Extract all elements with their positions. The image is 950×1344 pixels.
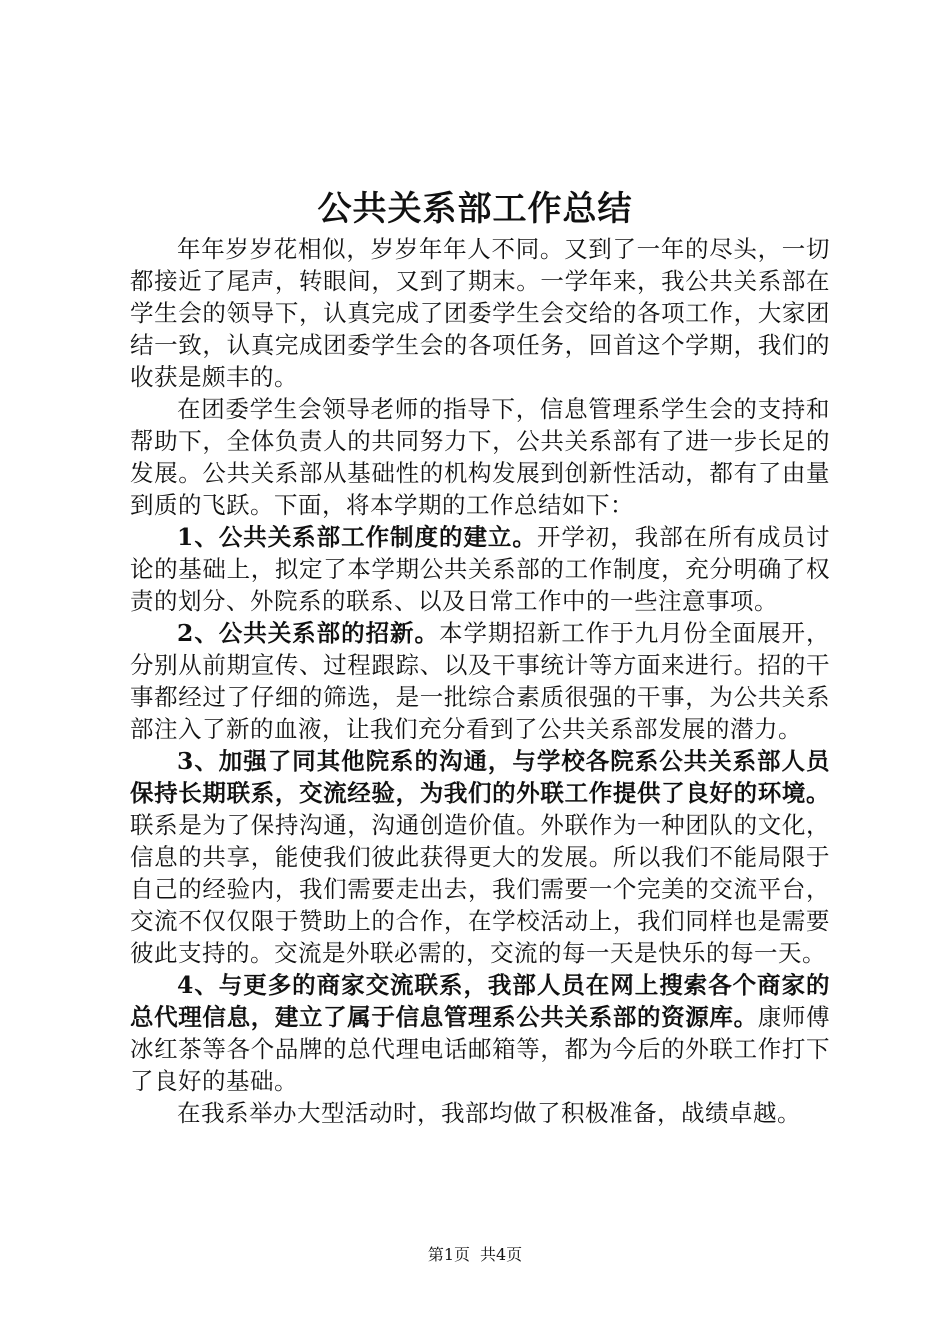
paragraph-text: 康师傅冰红茶等各个品牌的总代理电话邮箱等，都为今后的外联工作打下了良好的基础。: [130, 1003, 831, 1095]
paragraph-text: 联系是为了保持沟通，沟通创造价值。外联作为一种团队的文化，信息的共享，能使我们彼此获得更大的发展。所以我们不能局限于自己的经验内，我们需要走出去，我们需要一个完美的交流平台，交流不仅仅限于赞助上的合作，在学校活动上，我们同样也是需要彼此支持的。交流是外联必需的，交流的每一天是快乐的每一天。: [130, 811, 830, 967]
paragraph-item-4: [130, 969, 830, 1097]
paragraph-text: 开学初，我部在所有成员讨论的基础上，拟定了本学期公共关系部的工作制度，充分明确了权责的划分、外院系的联系、以及日常工作中的一些注意事项。: [130, 523, 830, 615]
paragraph-text: 在我系举办大型活动时，我部均做了积极准备，战绩卓越。: [177, 1099, 801, 1127]
page-total: 共4页: [480, 1245, 523, 1264]
page-footer: [0, 1244, 950, 1266]
paragraph-text: 年年岁岁花相似，岁岁年年人不同。又到了一年的尽头，一切都接近了尾声，转眼间，又到了期末。一学年来，我公共关系部在学生会的领导下，认真完成了团委学生会交给的各项工作，大家团结一致，认真完成团委学生会的各项任务，回首这个学期，我们的收获是颇丰的。: [130, 235, 830, 391]
paragraph-closing: [130, 1097, 830, 1129]
paragraph-heading: 3、加强了同其他院系的沟通，与学校各院系公共关系部人员保持长期联系，交流经验，为我们的外联工作提供了良好的环境。: [130, 747, 830, 807]
paragraph-item-3: [130, 745, 830, 969]
paragraph-text: 本学期招新工作于九月份全面展开，分别从前期宣传、过程跟踪、以及干事统计等方面来进行。招的干事都经过了仔细的筛选，是一批综合素质很强的干事，为公共关系部注入了新的血液，让我们充分看到了公共关系部发展的潜力。: [130, 619, 831, 743]
paragraph-heading: 1、公共关系部工作制度的建立。: [177, 523, 537, 551]
paragraph-intro: [130, 233, 830, 393]
paragraph-heading: 4、与更多的商家交流联系，我部人员在网上搜索各个商家的总代理信息，建立了属于信息管理系公共关系部的资源库。: [130, 971, 830, 1031]
page-number: 第1页: [427, 1245, 470, 1264]
paragraph-item-2: [130, 617, 830, 745]
paragraph-item-1: [130, 521, 830, 617]
document-body: [130, 233, 830, 1129]
paragraph-heading: 2、公共关系部的招新。: [177, 619, 439, 647]
paragraph-text: 在团委学生会领导老师的指导下，信息管理系学生会的支持和帮助下，全体负责人的共同努力下，公共关系部有了进一步长足的发展。公共关系部从基础性的机构发展到创新性活动，都有了由量到质的飞跃。下面，将本学期的工作总结如下：: [130, 395, 830, 519]
document-title: 公共关系部工作总结: [317, 189, 633, 229]
paragraph-overview: [130, 393, 830, 521]
